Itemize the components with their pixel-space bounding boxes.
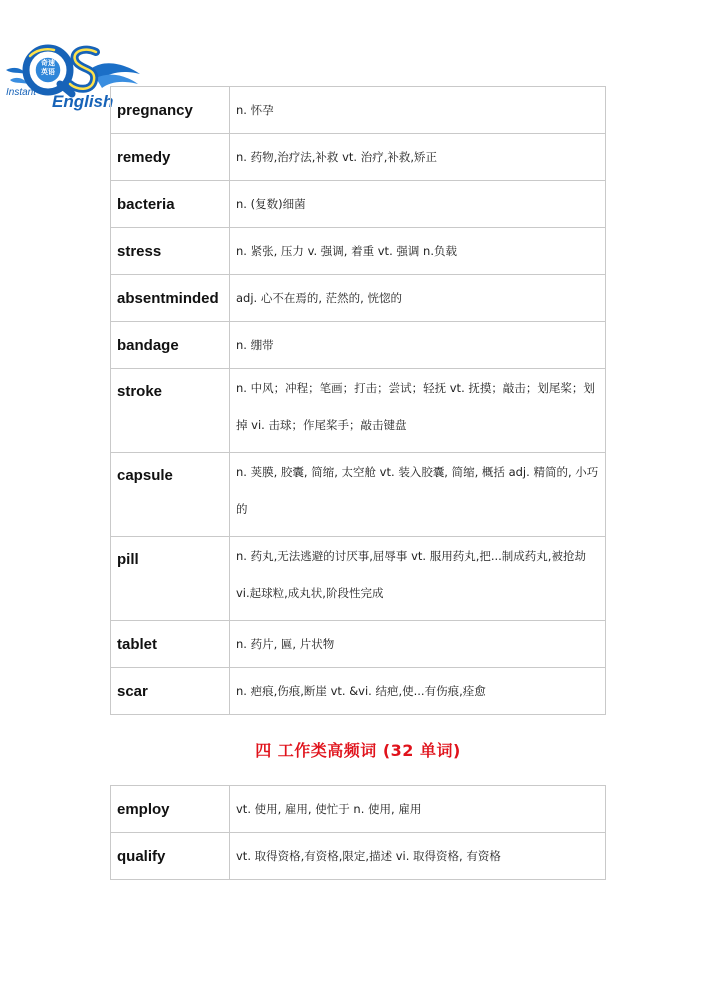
- table-row: [111, 668, 606, 715]
- logo-badge-text: 奇速 英语: [41, 59, 55, 76]
- vocab-definition: n. 药片, 匾, 片状物: [230, 621, 606, 668]
- vocab-word: bacteria: [111, 181, 230, 228]
- vocab-word: qualify: [111, 833, 230, 880]
- vocab-definition: vt. 使用, 雇用, 使忙于 n. 使用, 雇用: [230, 786, 606, 833]
- vocab-word: remedy: [111, 134, 230, 181]
- vocab-word: bandage: [111, 322, 230, 369]
- table-row: [111, 621, 606, 668]
- vocab-word: pill: [111, 537, 230, 621]
- vocab-definition: n. 中风；冲程；笔画；打击；尝试；轻抚 vt. 抚摸；敲击；划尾桨；划掉 vi. 击球；作尾桨手；敲击键盘: [236, 381, 595, 432]
- vocab-definition: n. 紧张, 压力 v. 强调, 着重 vt. 强调 n.负载: [230, 228, 606, 275]
- vocab-definition: adj. 心不在焉的, 茫然的, 恍惚的: [230, 275, 606, 322]
- logo-brand-top: Instant: [6, 87, 37, 98]
- table-row: [111, 181, 606, 228]
- section-heading: 四 工作类高频词 (32 单词): [255, 741, 461, 760]
- vocab-word: employ: [111, 786, 230, 833]
- table-row: [111, 134, 606, 181]
- vocab-word: scar: [111, 668, 230, 715]
- vocab-word: pregnancy: [111, 87, 230, 134]
- table-row: [111, 537, 606, 621]
- vocab-word: capsule: [111, 453, 230, 537]
- table-row: [111, 322, 606, 369]
- table-row: [111, 87, 606, 134]
- vocab-definition: n. 怀孕: [230, 87, 606, 134]
- vocab-table-work: [110, 785, 606, 880]
- table-row: [111, 369, 606, 453]
- vocab-word: tablet: [111, 621, 230, 668]
- vocab-word: absentminded: [111, 275, 230, 322]
- vocab-definition-cell: [230, 537, 606, 621]
- vocab-table-medical: [110, 86, 606, 715]
- vocab-definition: n. 荚膜, 胶囊, 简缩, 太空舱 vt. 装入胶囊, 简缩, 概括 adj. 精简的, 小巧的: [236, 465, 599, 516]
- vocab-definition: n. 疤痕,伤痕,断崖 vt. &vi. 结疤,使...有伤痕,痊愈: [230, 668, 606, 715]
- vocab-definition-cell: [230, 453, 606, 537]
- table-row: [111, 786, 606, 833]
- vocab-definition: vt. 取得资格,有资格,限定,描述 vi. 取得资格, 有资格: [230, 833, 606, 880]
- table-row: [111, 275, 606, 322]
- table-row: [111, 833, 606, 880]
- vocab-word: stroke: [111, 369, 230, 453]
- vocab-definition: n. (复数)细菌: [230, 181, 606, 228]
- vocab-definition: n. 药物,治疗法,补救 vt. 治疗,补救,矫正: [230, 134, 606, 181]
- vocab-definition: n. 药丸,无法逃避的讨厌事,屈辱事 vt. 服用药丸,把...制成药丸,被抢劫 vi.起球粒,成丸状,阶段性完成: [236, 549, 586, 600]
- table-row: [111, 453, 606, 537]
- table-row: [111, 228, 606, 275]
- vocab-definition-cell: [230, 369, 606, 453]
- vocab-definition: n. 绷带: [230, 322, 606, 369]
- vocab-word: stress: [111, 228, 230, 275]
- logo-brand-bottom: English: [52, 92, 114, 111]
